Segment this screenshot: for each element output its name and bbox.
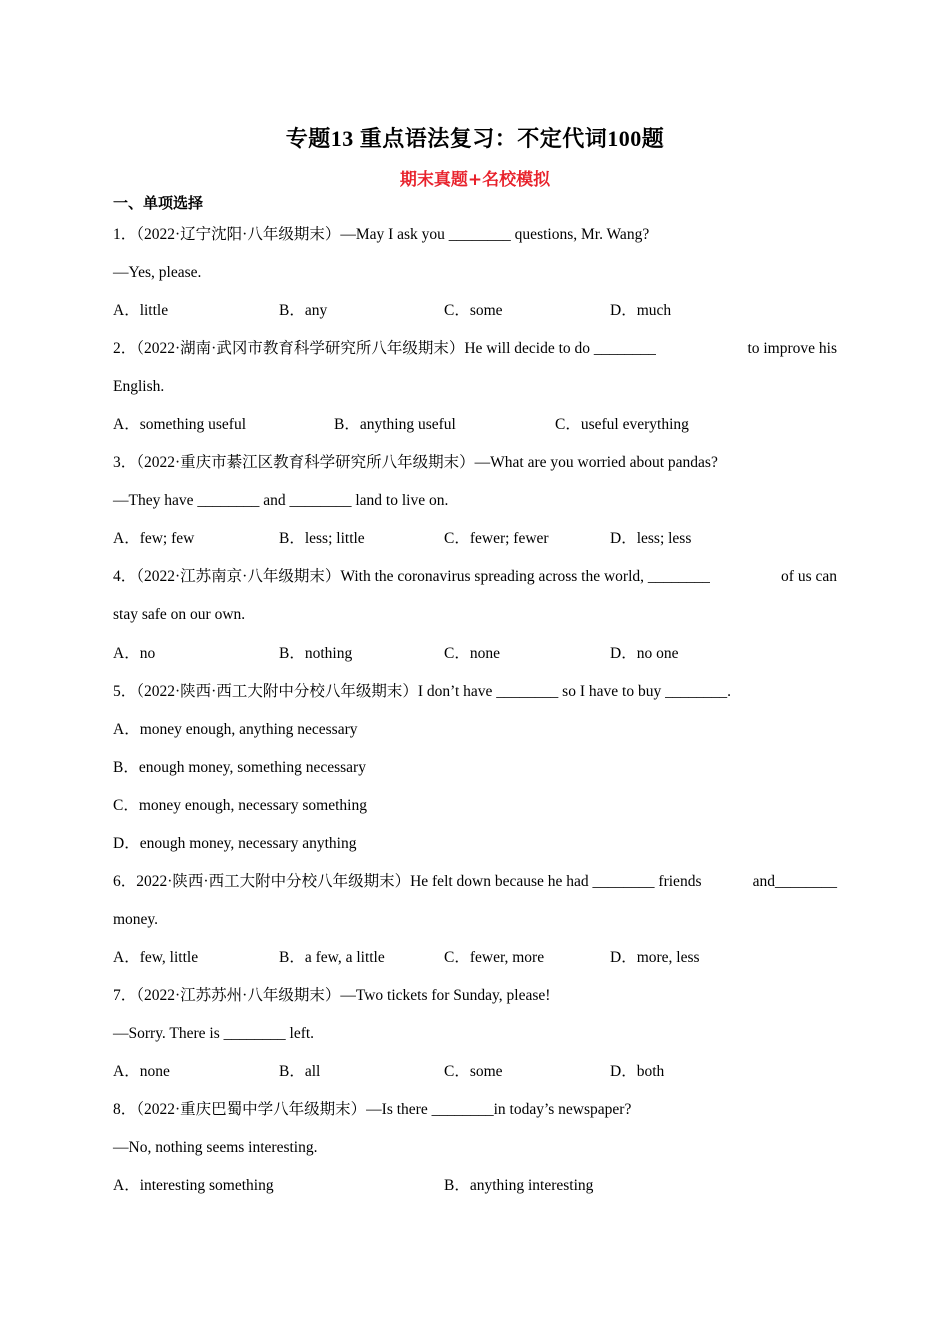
question-3-option-b: B．less; little (279, 530, 365, 547)
question-2-stem-line2: English. (113, 378, 165, 395)
question-3-stem-line2: —They have ________ and ________ land to live on. (113, 492, 449, 509)
question-5-option-c: C．money enough, necessary something (113, 797, 367, 814)
question-3-stem: 3．（2022·重庆市綦江区教育科学研究所八年级期末）—What are you worried about pandas? (113, 454, 718, 471)
question-4-option-b: B．nothing (279, 645, 353, 662)
question-1-option-a: A．little (113, 302, 169, 319)
question-4-stem-line2: stay safe on our own. (113, 606, 246, 623)
page-title: 专题13 重点语法复习：不定代词100题 (285, 126, 665, 151)
question-1-option-c: C．some (444, 302, 503, 319)
question-1-option-d: D．much (610, 302, 672, 319)
question-6-option-c: C．fewer, more (444, 949, 545, 966)
question-2-option-b: B．anything useful (334, 416, 456, 433)
question-8-option-b: B．anything interesting (444, 1177, 594, 1194)
question-8-stem: 8．（2022·重庆巴蜀中学八年级期末）—Is there ________in today’s newspaper? (113, 1101, 632, 1118)
question-1-stem-line2: —Yes, please. (113, 264, 202, 281)
question-5-option-d: D．enough money, necessary anything (113, 835, 357, 852)
question-4-stem (113, 567, 837, 587)
question-8-option-a: A．interesting something (113, 1177, 274, 1194)
question-4-stem-part1: 4．（2022·江苏南京·八年级期末）With the coronavirus spreading across the world, ________ (113, 568, 710, 585)
question-2-option-a: A．something useful (113, 416, 247, 433)
question-4-option-a: A．no (113, 645, 156, 662)
question-7-stem-line2: —Sorry. There is ________ left. (113, 1025, 315, 1042)
question-2-stem (113, 339, 837, 359)
section-heading: 一、单项选择 (113, 194, 204, 212)
question-1-option-b: B．any (279, 302, 328, 319)
question-5-option-b: B．enough money, something necessary (113, 759, 366, 776)
question-3-option-a: A．few; few (113, 530, 195, 547)
question-2-stem-part1: 2．（2022·湖南·武冈市教育科学研究所八年级期末）He will decide to do ________ (113, 340, 656, 357)
question-4-option-d: D．no one (610, 645, 679, 662)
question-5-stem: 5．（2022·陕西·西工大附中分校八年级期末）I don’t have ________ so I have to buy ________. (113, 683, 731, 700)
question-6-stem-line2: money. (113, 911, 159, 928)
question-7-option-b: B．all (279, 1063, 321, 1080)
question-6-option-b: B．a few, a little (279, 949, 385, 966)
question-7-stem: 7．（2022·江苏苏州·八年级期末）—Two tickets for Sunday, please! (113, 987, 551, 1004)
question-5-option-a: A．money enough, anything necessary (113, 721, 358, 738)
question-7-option-d: D．both (610, 1063, 665, 1080)
question-2-option-c: C．useful everything (555, 416, 689, 433)
question-3-option-d: D．less; less (610, 530, 692, 547)
question-7-option-c: C．some (444, 1063, 503, 1080)
question-4-option-c: C．none (444, 645, 500, 662)
question-3-option-c: C．fewer; fewer (444, 530, 549, 547)
page-subtitle: 期末真题+名校模拟 (399, 170, 551, 190)
question-7-option-a: A．none (113, 1063, 170, 1080)
question-8-stem-line2: —No, nothing seems interesting. (113, 1139, 318, 1156)
question-6-stem-part2: and________ (752, 873, 837, 890)
question-2-stem-part2: to improve his (747, 340, 837, 357)
question-1-stem: 1．（2022·辽宁沈阳·八年级期末）—May I ask you ________ questions, Mr. Wang? (113, 226, 650, 243)
question-6-option-d: D．more, less (610, 949, 700, 966)
question-6-stem (113, 872, 837, 892)
question-4-stem-part2: of us can (781, 568, 837, 585)
question-6-option-a: A．few, little (113, 949, 199, 966)
question-6-stem-part1: 6．2022·陕西·西工大附中分校八年级期末）He felt down because he had ________ friends (113, 873, 702, 890)
